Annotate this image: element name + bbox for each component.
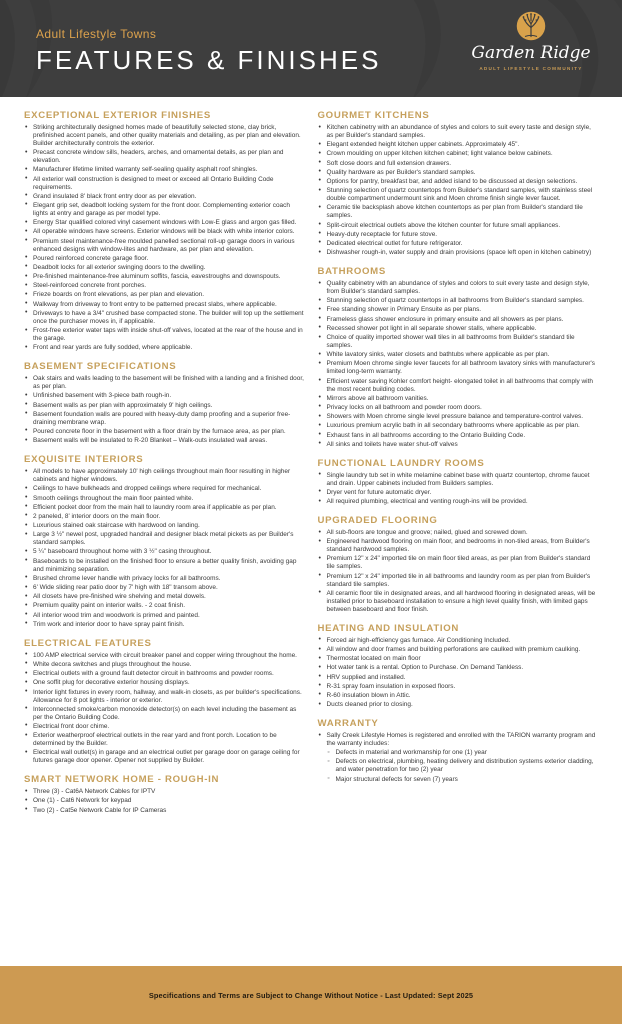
bullet-item: • Energy Star qualified colored vinyl casement windows with Low-E glass and argon gas filled. [24,219,305,227]
bullet-item: • All closets have pre-finished wire shelving and metal dowels. [24,593,305,601]
bullet-item: • Forced air high-efficiency gas furnace. Air Conditioning Included. [318,637,599,645]
bullet-item: • Premium Moen chrome single lever faucets for all bathroom lavatory sinks with manufacturer's limited long-term warranty. [318,360,599,376]
bullet-item: • Exhaust fans in all bathrooms according to the Ontario Building Code. [318,432,599,440]
bullet-item: • Elegant extended height kitchen upper cabinets. Approximately 45". [318,141,599,149]
bullet-item: • Frameless glass shower enclosure in primary ensuite and all showers as per plans. [318,316,599,324]
bullet-item: • Quality hardware as per Builder's standard samples. [318,169,599,177]
bullet-item: • Baseboards to be installed on the finished floor to ensure a better quality finish, avoiding gap and minimizing separation. [24,558,305,574]
bullet-item: • Smooth ceilings throughout the main floor painted white. [24,495,305,503]
bullet-item: • 100 AMP electrical service with circuit breaker panel and copper wiring throughout the home. [24,652,305,660]
header-banner [0,0,622,97]
bullet-item: • All sinks and toilets have water shut-off valves [318,441,599,449]
section-heading: ELECTRICAL FEATURES [24,637,152,649]
bullet-list [318,280,599,449]
bullet-item: • Stunning selection of quartz countertops from Builder's standard samples, with stainless steel double compartment undermount sink and Moen chrome finish single lever faucet. [318,187,599,203]
footer-band [0,966,622,1024]
bullet-item: • Driveways to have a 3/4" crushed base compacted stone. The builder will top up the settlement once the purchaser moves in, if applicable. [24,310,305,326]
bullet-item: • Pre-finished maintenance-free aluminum soffits, fascia, eavestroughs and downspouts. [24,273,305,281]
section-basement-specifications [24,361,305,445]
bullet-item: • Oak stairs and walls leading to the basement will be finished with a landing and a finished door, as per plan. [24,375,305,391]
bullet-item: • Precast concrete window sills, headers, arches, and ornamental details, as per plan and elevation. [24,149,305,165]
bullet-item: • Crown moulding on upper kitchen kitchen cabinet; light valance below cabinets. [318,150,599,158]
sub-bullet-item: ◦ Defects on electrical, plumbing, heating delivery and distribution systems exterior cladding, and water penetration for two (2) year [327,758,599,774]
bullet-item: • Luxurious premium acrylic bath in all secondary bathrooms where applicable as per plan. [318,422,599,430]
bullet-item: • Steel-reinforced concrete front porches. [24,282,305,290]
bullet-item: • Large 3 ½" newel post, upgraded handrail and designer black metal pickets as per Builder's standard samples. [24,531,305,547]
bullet-item: • R-31 spray foam insulation in exposed floors. [318,683,599,691]
section-electrical-features [24,638,305,766]
bullet-item: • Hot water tank is a rental. Option to Purchase. On Demand Tankless. [318,664,599,672]
bullet-item: • Basement walls will be insulated to R-20 Blanket – Walk-outs insulated wall areas. [24,437,305,445]
bullet-item: • Choice of quality imported shower wall tiles in all bathrooms from Builder's standard tile samples. [318,334,599,350]
bullet-list [24,652,305,766]
bullet-list [318,637,599,709]
bullet-item: • Thermostat located on main floor [318,655,599,663]
bullet-item: • Two (2) - Cat5e Network Cable for IP Cameras [24,807,305,815]
bullet-item: • White lavatory sinks, water closets and bathtubs where applicable as per plan. [318,351,599,359]
bullet-item: • Split-circuit electrical outlets above the kitchen counter for future small appliances. [318,222,599,230]
section-heading: GOURMET KITCHENS [317,110,430,121]
bullet-item: • Elegant grip set, deadbolt locking system for the front door. Complementing exterior coach lights at entry and garage as per model type. [24,202,305,218]
bullet-item: • Options for pantry, breakfast bar, and added island to be discussed at design selections. [318,178,599,186]
section-heading: EXCEPTIONAL EXTERIOR FINISHES [24,110,211,121]
section-warranty [318,718,599,783]
section-exceptional-exterior-finishes [24,110,305,352]
bullet-item: • Premium 12" x 24" imported tile in all bathrooms and laundry room as per plan from Builder's standard tile samples. [318,573,599,589]
bullet-item: • Ceilings to have bulkheads and dropped ceilings where required for mechanical. [24,485,305,493]
bullet-list [318,472,599,506]
bullet-item: • Ceramic tile backsplash above kitchen countertops as per plan from Builder's standard tile samples. [318,204,599,220]
bullet-item: • Electrical front door chime. [24,723,305,731]
section-bathrooms [318,266,599,449]
bullet-item: • Interconnected smoke/carbon monoxide detector(s) on each level including the basement as per the Ontario Building Code. [24,706,305,722]
bullet-list [318,529,599,614]
bullet-item: • Walkway from driveway to front entry to be patterned precast slabs, where applicable. [24,301,305,309]
sub-bullet-item: ◦ Major structural defects for seven (7) years [327,776,599,784]
bullet-item: • Poured concrete floor in the basement with a floor drain by the furnace area, as per plan. [24,428,305,436]
bullet-item: • All interior wood trim and woodwork is primed and painted. [24,612,305,620]
bullet-item: • Premium 12" x 24" imported tile on main floor tiled areas, as per plan from Builder's standard tile samples. [318,555,599,571]
bullet-item: • Recessed shower pot light in all separate shower stalls, where applicable. [318,325,599,333]
bullet-item: • Dedicated electrical outlet for future refrigerator. [318,240,599,248]
bullet-list [24,788,305,814]
bullet-item: • Heavy-duty receptacle for future stove. [318,231,599,239]
bullet-list [24,468,305,629]
logo-tagline: ADULT LIFESTYLE COMMUNITY [479,65,583,71]
left-column [24,108,305,816]
bullet-item: • All ceramic floor tile in designated areas, and all hardwood flooring in designated areas, will be installed prior to baseboard installation to ensure a high level quality finish, with limited gaps between baseboard and floor finish. [318,590,599,614]
garden-ridge-logo [466,11,596,71]
bullet-item: • One soffit plug for decorative exterior housing displays. [24,679,305,687]
bullet-item: • Ducts cleaned prior to closing. [318,701,599,709]
bullet-item: • Striking architecturally designed homes made of beautifully selected stone, clay brick, prefinished accent panels, and other quality materials and detailing, as per plan and elevation. Builder architecturally controls the exterior. [24,124,305,148]
section-exquisite-interiors [24,454,305,629]
bullet-item: • Trim work and interior door to have spray paint finish. [24,621,305,629]
section-heading: BATHROOMS [317,266,386,278]
bullet-item: • Single laundry tub set in white melamine cabinet base with quartz countertop, chrome faucet and drain. Upper cabinets included from Builders samples. [318,472,599,488]
section-heading: FUNCTIONAL LAUNDRY ROOMS [317,457,485,469]
sub-bullet-list [327,749,599,783]
document-body [0,97,622,816]
bullet-item: • Premium quality paint on interior walls. - 2 coat finish. [24,602,305,610]
bullet-item: • Brushed chrome lever handle with privacy locks for all bathrooms. [24,575,305,583]
bullet-item: • Kitchen cabinetry with an abundance of styles and colors to suit every taste and design style, as per Builder's standard samples. [318,124,599,140]
section-heading: BASEMENT SPECIFICATIONS [24,361,177,373]
bullet-item: • Deadbolt locks for all exterior swinging doors to the dwelling. [24,264,305,272]
sub-bullet-item: ◦ Defects in material and workmanship for one (1) year [327,749,599,757]
bullet-item: • Exterior weatherproof electrical outlets in the rear yard and front porch. Location to be determined by the Builder. [24,732,305,748]
bullet-item: • Efficient water saving Kohler comfort height- elongated toilet in all bathrooms that comply with the most recent building codes. [318,378,599,394]
bullet-item: • Electrical wall outlet(s) in garage and an electrical outlet per garage door on garage ceiling for futures garage door opener. Opener not supplied by Builder. [24,749,305,765]
bullet-item: • Free standing shower in Primary Ensuite as per plans. [318,306,599,314]
bullet-item: • Quality cabinetry with an abundance of styles and colors to suit every taste and design style, from Builder's standard samples. [318,280,599,296]
bullet-item: • Showers with Moen chrome single level pressure balance and temperature-control valves. [318,413,599,421]
bullet-item: • Mirrors above all bathroom vanities. [318,395,599,403]
right-column [318,108,599,816]
bullet-item: • Stunning selection of quartz countertops in all bathrooms from Builder's standard samples. [318,297,599,305]
bullet-item: • Basement foundation walls are poured with heavy-duty damp proofing and a superior free-draining membrane wrap. [24,411,305,427]
bullet-item: • All exterior wall construction is designed to meet or exceed all Ontario Building Code requirements. [24,176,305,192]
bullet-item: • Grand insulated 8' black front entry door as per elevation. [24,193,305,201]
bullet-item: • Frost-free exterior water taps with inside shut-off valves, located at the rear of the house and in the garage. [24,327,305,343]
section-heading: HEATING AND INSULATION [317,622,460,634]
bullet-list [24,375,305,445]
bullet-list [24,124,305,352]
bullet-item: • All window and door frames and building perforations are caulked with premium caulking. [318,646,599,654]
bullet-item: • Manufacturer lifetime limited warranty self-sealing quality asphalt roof shingles. [24,166,305,174]
header-eyebrow: Adult Lifestyle Towns [36,27,157,41]
bullet-item: • White decora switches and plugs throughout the house. [24,661,305,669]
bullet-list [318,124,599,257]
section-heading: EXQUISITE INTERIORS [24,454,144,466]
bullet-item: • R-60 insulation blown in Attic. [318,692,599,700]
bullet-item: • Premium steel maintenance-free moulded panelled sectional roll-up garage doors in various enhanced designs with window-lites and hardware, as per plan and elevation. [24,238,305,254]
bullet-item: • Soft close doors and full extension drawers. [318,160,599,168]
bullet-item: • Dryer vent for future automatic dryer. [318,489,599,497]
bullet-item: • Three (3) - Cat6A Network Cables for IPTV [24,788,305,796]
bullet-item: • All required plumbing, electrical and venting rough-ins will be provided. [318,498,599,506]
bullet-item: • All operable windows have screens. Exterior windows will be black with white interior colors. [24,228,305,236]
bullet-item: • Frieze boards on front elevations, as per plan and elevation. [24,291,305,299]
bullet-item: • 2 paneled, 8' interior doors on the main floor. [24,513,305,521]
bullet-item: • Efficient pocket door from the main hall to laundry room area if applicable as per plan. [24,504,305,512]
bullet-item: • All models to have approximately 10' high ceilings throughout main floor resulting in higher cabinets and higher windows. [24,468,305,484]
logo-name: Garden Ridge [471,43,591,63]
bullet-item-text: Sally Creek Lifestyle Homes is registered and enrolled with the TARION warranty program and the warranty includes: [326,732,596,748]
bullet-item: • Electrical outlets with a ground fault detector circuit in bathrooms and powder rooms. [24,670,305,678]
section-heading: SMART NETWORK HOME - ROUGH-IN [24,774,220,786]
bullet-item: • Interior light fixtures in every room, hallway, and walk-in closets, as per builder's specifications. Allowance for 8 pot lights - interior or exterior. [24,689,305,705]
tree-icon [516,11,546,41]
page-title: FEATURES & FINISHES [36,45,382,75]
footer-disclaimer: Specifications and Terms are Subject to Change Without Notice - Last Updated: Sept 2025 [148,990,474,1000]
bullet-item [318,732,599,783]
bullet-item: • Luxurious stained oak staircase with hardwood on landing. [24,522,305,530]
bullet-item: • One (1) - Cat6 Network for keypad [24,797,305,805]
bullet-item: • Engineered hardwood flooring on main floor, and bedrooms in non-tiled areas, from Builder's standard hardwood samples. [318,538,599,554]
bullet-item: • 6' Wide sliding rear patio door by 7' high with 18" transom above. [24,584,305,592]
bullet-item: • Unfinished basement with 3-piece bath rough-in. [24,392,305,400]
section-gourmet-kitchens [318,110,599,257]
bullet-item: • Front and rear yards are fully sodded, where applicable. [24,344,305,352]
bullet-list [318,732,599,783]
section-smart-network-home-rough-in [24,774,305,814]
section-functional-laundry-rooms [318,458,599,506]
bullet-item: • All sub-floors are tongue and groove; nailed, glued and screwed down. [318,529,599,537]
bullet-item: • Dishwasher rough-in, water supply and drain provisions (space left open in kitchen cabinetry) [318,249,599,257]
bullet-item: • Poured reinforced concrete garage floor. [24,255,305,263]
section-heading: UPGRADED FLOORING [317,515,438,527]
bullet-item: • 5 ¼" baseboard throughout home with 3 ½" casing throughout. [24,548,305,556]
section-upgraded-flooring [318,515,599,614]
section-heading: WARRANTY [317,718,379,730]
bullet-item: • HRV supplied and installed. [318,674,599,682]
section-heating-and-insulation [318,623,599,709]
bullet-item: • Privacy locks on all bathroom and powder room doors. [318,404,599,412]
bullet-item: • Basement walls as per plan with approximately 9' high ceilings. [24,402,305,410]
